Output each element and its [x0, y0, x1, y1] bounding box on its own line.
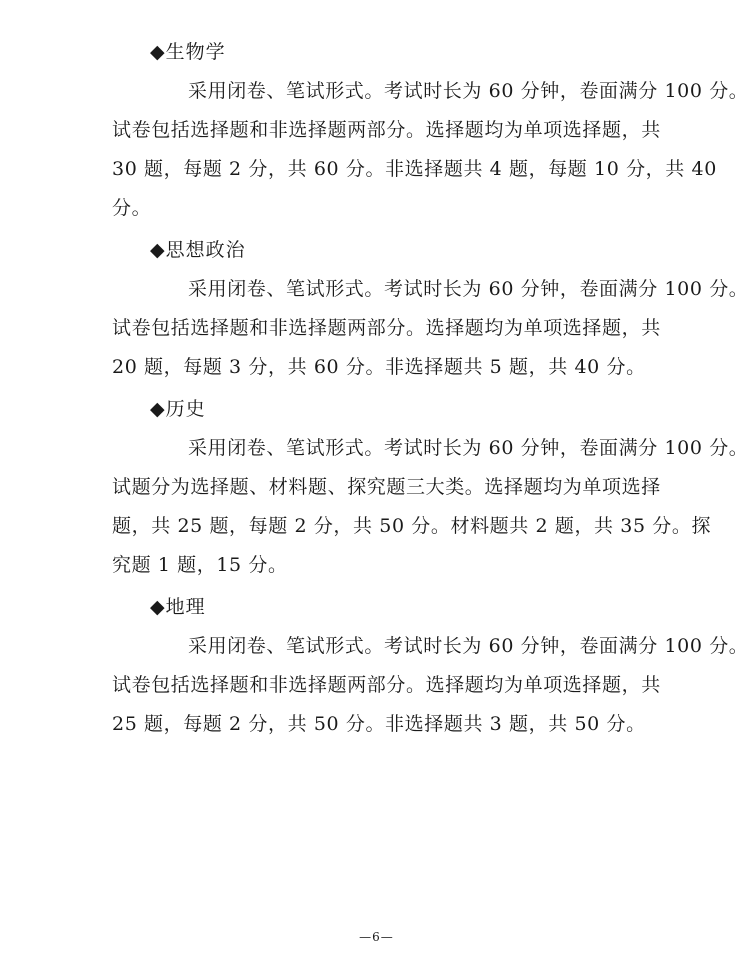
paragraph-line: 试卷包括选择题和非选择题两部分。选择题均为单项选择题，共	[112, 119, 661, 141]
section-geography	[112, 587, 749, 744]
paragraph-line: 采用闭卷、笔试形式。考试时长为 60 分钟，卷面满分 100 分。	[188, 437, 749, 459]
paragraph-line: 试题分为选择题、材料题、探究题三大类。选择题均为单项选择	[112, 476, 661, 498]
paragraph-line: 试卷包括选择题和非选择题两部分。选择题均为单项选择题，共	[112, 317, 661, 339]
section-biology	[112, 32, 749, 228]
section-paragraph	[112, 627, 749, 744]
paragraph-line: 采用闭卷、笔试形式。考试时长为 60 分钟，卷面满分 100 分。	[188, 278, 749, 300]
section-politics	[112, 230, 749, 387]
section-history	[112, 389, 749, 585]
paragraph-line: 试卷包括选择题和非选择题两部分。选择题均为单项选择题，共	[112, 674, 661, 696]
section-heading: ◆地理	[150, 596, 206, 618]
section-heading: ◆思想政治	[150, 239, 246, 261]
paragraph-line: 25 题，每题 2 分，共 50 分。非选择题共 3 题，共 50 分。	[112, 713, 646, 735]
page-content	[112, 32, 749, 746]
paragraph-line: 究题 1 题，15 分。	[112, 554, 288, 576]
section-heading: ◆历史	[150, 398, 206, 420]
paragraph-line: 30 题，每题 2 分，共 60 分。非选择题共 4 题，每题 10 分，共 40	[112, 158, 717, 180]
paragraph-line: 采用闭卷、笔试形式。考试时长为 60 分钟，卷面满分 100 分。	[188, 635, 749, 657]
paragraph-line: 分。	[112, 197, 152, 219]
section-paragraph	[112, 270, 749, 387]
section-heading: ◆生物学	[150, 41, 226, 63]
section-paragraph	[112, 72, 749, 228]
paragraph-line: 采用闭卷、笔试形式。考试时长为 60 分钟，卷面满分 100 分。	[188, 80, 749, 102]
paragraph-line: 20 题，每题 3 分，共 60 分。非选择题共 5 题，共 40 分。	[112, 356, 646, 378]
paragraph-line: 题，共 25 题，每题 2 分，共 50 分。材料题共 2 题，共 35 分。探	[112, 515, 712, 537]
page-number: —6—	[359, 930, 394, 944]
section-paragraph	[112, 429, 749, 585]
